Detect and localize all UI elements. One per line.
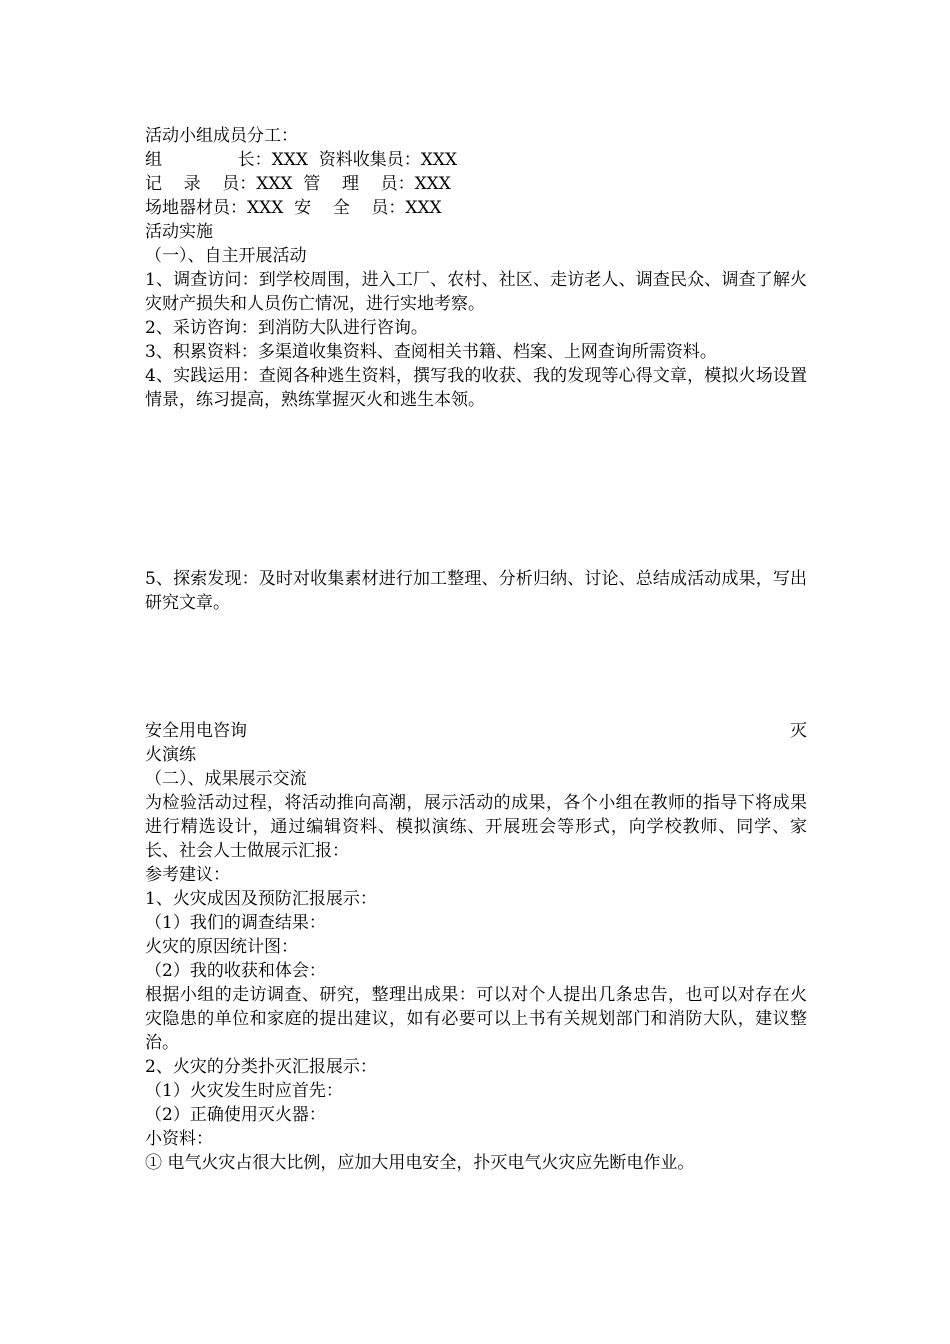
suggestion-1-sub-1: （1）我们的调查结果： [145,913,326,933]
team-row-recorder: 记 录 员：XXX 管 理 员：XXX [145,174,451,194]
photo-caption-row [145,719,807,743]
blank-space [145,412,807,567]
suggestion-2-sub-2: （2）正确使用灭火器： [145,1105,326,1125]
team-row-equipment: 场地器材员：XXX 安 全 员：XXX [145,198,442,218]
section-heading-self-activity: （一）、自主开展活动 [145,246,307,266]
suggestion-1-sub-2: （2）我的收获和体会： [145,961,326,981]
item-investigation: 1、调查访问：到学校周围，进入工厂、农村、社区、走访老人、调查民众、调查了解火灾财产损失和人员伤亡情况，进行实地考察。 [145,270,807,314]
suggestion-1-sub-2-text: 根据小组的走访调查、研究，整理出成果：可以对个人提出几条忠告，也可以对存在火灾隐患的单位和家庭的提出建议，如有必要可以上书有关规划部门和消防大队，建议整治。 [145,985,807,1053]
suggestion-2: 2、火灾的分类扑灭汇报展示： [145,1057,377,1077]
section-heading-results: （二）、成果展示交流 [145,769,307,789]
results-intro: 为检验活动过程，将活动推向高潮，展示活动的成果，各个小组在教师的指导下将成果进行精选设计，通过编辑资料、模拟演练、开展班会等形式，向学校教师、同学、家长、社会人士做展示汇报： [145,793,807,861]
suggestion-heading: 参考建议： [145,865,230,885]
blank-space [145,615,807,719]
info-item-1: ① 电气火灾占很大比例，应加大用电安全，扑灭电气火灾应先断电作业。 [145,1153,695,1173]
chart-caption: 火灾的原因统计图： [145,937,298,957]
team-row-leader: 组 长：XXX 资料收集员：XXX [145,150,458,170]
implementation-heading: 活动实施 [145,222,213,242]
item-interview: 2、采访咨询：到消防大队进行咨询。 [145,318,428,338]
item-practice: 4、实践运用：查阅各种逃生资料，撰写我的收获、我的发现等心得文章，模拟火场设置情景，练习提高，熟练掌握灭火和逃生本领。 [145,366,807,410]
item-accumulate: 3、积累资料：多渠道收集资料、查阅相关书籍、档案、上网查询所需资料。 [145,342,717,362]
caption-fire-drill-end: 火演练 [145,745,196,765]
document-page [145,124,807,1175]
item-explore: 5、探索发现：及时对收集素材进行加工整理、分析归纳、讨论、总结成活动成果，写出研究文章。 [145,569,807,613]
caption-fire-drill-start: 灭 [790,721,807,741]
suggestion-2-sub-1: （1）火灾发生时应首先： [145,1081,343,1101]
team-heading: 活动小组成员分工： [145,126,298,146]
caption-electric-safety: 安全用电咨询 [145,721,247,741]
suggestion-1: 1、火灾成因及预防汇报展示： [145,889,377,909]
info-heading: 小资料： [145,1129,213,1149]
